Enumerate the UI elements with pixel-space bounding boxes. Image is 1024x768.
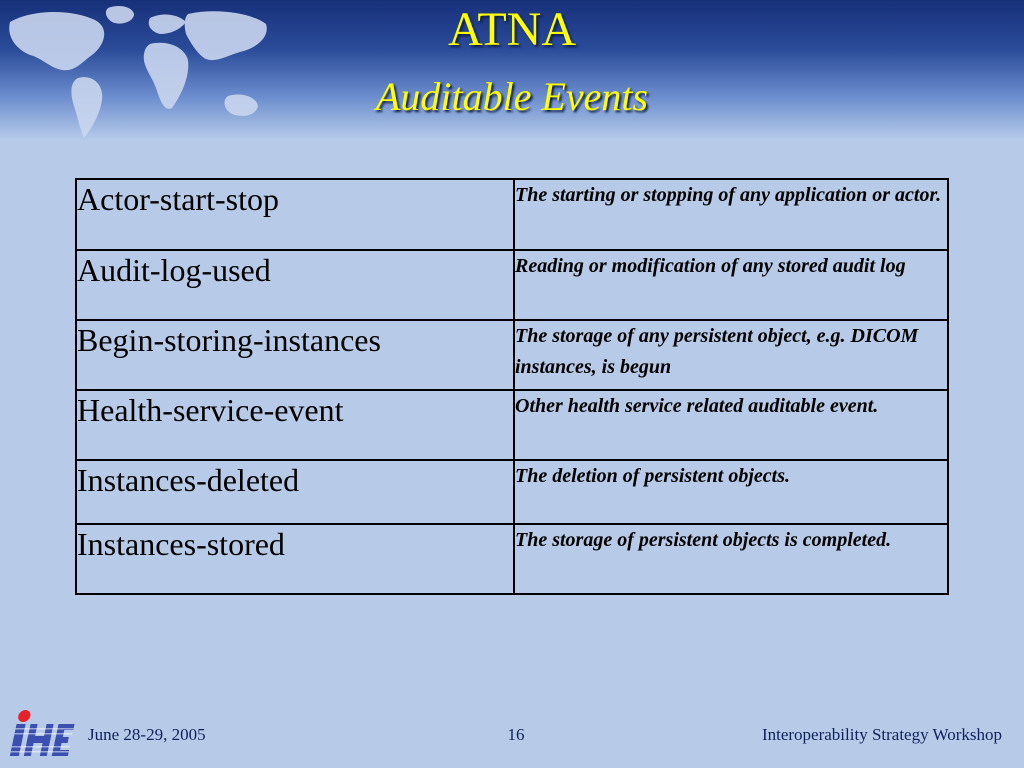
- table-row: [76, 320, 948, 390]
- auditable-events-table: [75, 178, 949, 595]
- footer-date: June 28-29, 2005: [88, 725, 206, 744]
- table-row: [76, 250, 948, 320]
- event-description: Reading or modification of any stored audit log: [514, 250, 948, 320]
- table-row: [76, 460, 948, 524]
- event-name: Instances-deleted: [76, 460, 514, 524]
- event-name: Begin-storing-instances: [76, 320, 514, 390]
- table-row: [76, 179, 948, 250]
- event-name: Instances-stored: [76, 524, 514, 594]
- slide-title: ATNA: [448, 3, 576, 56]
- event-name: Health-service-event: [76, 390, 514, 460]
- event-name: Actor-start-stop: [76, 179, 514, 250]
- event-name: Audit-log-used: [76, 250, 514, 320]
- table-row: [76, 524, 948, 594]
- event-description: The deletion of persistent objects.: [514, 460, 948, 524]
- event-description: The starting or stopping of any application or actor.: [514, 179, 948, 250]
- slide-subtitle: Auditable Events: [375, 74, 649, 119]
- event-description: The storage of persistent objects is completed.: [514, 524, 948, 594]
- event-description: Other health service related auditable event.: [514, 390, 948, 460]
- page-number: 16: [507, 725, 525, 744]
- ihe-logo: [8, 708, 78, 760]
- event-description: The storage of any persistent object, e.g. DICOM instances, is begun: [514, 320, 948, 390]
- footer-event-name: Interoperability Strategy Workshop: [761, 725, 1002, 744]
- table-row: [76, 390, 948, 460]
